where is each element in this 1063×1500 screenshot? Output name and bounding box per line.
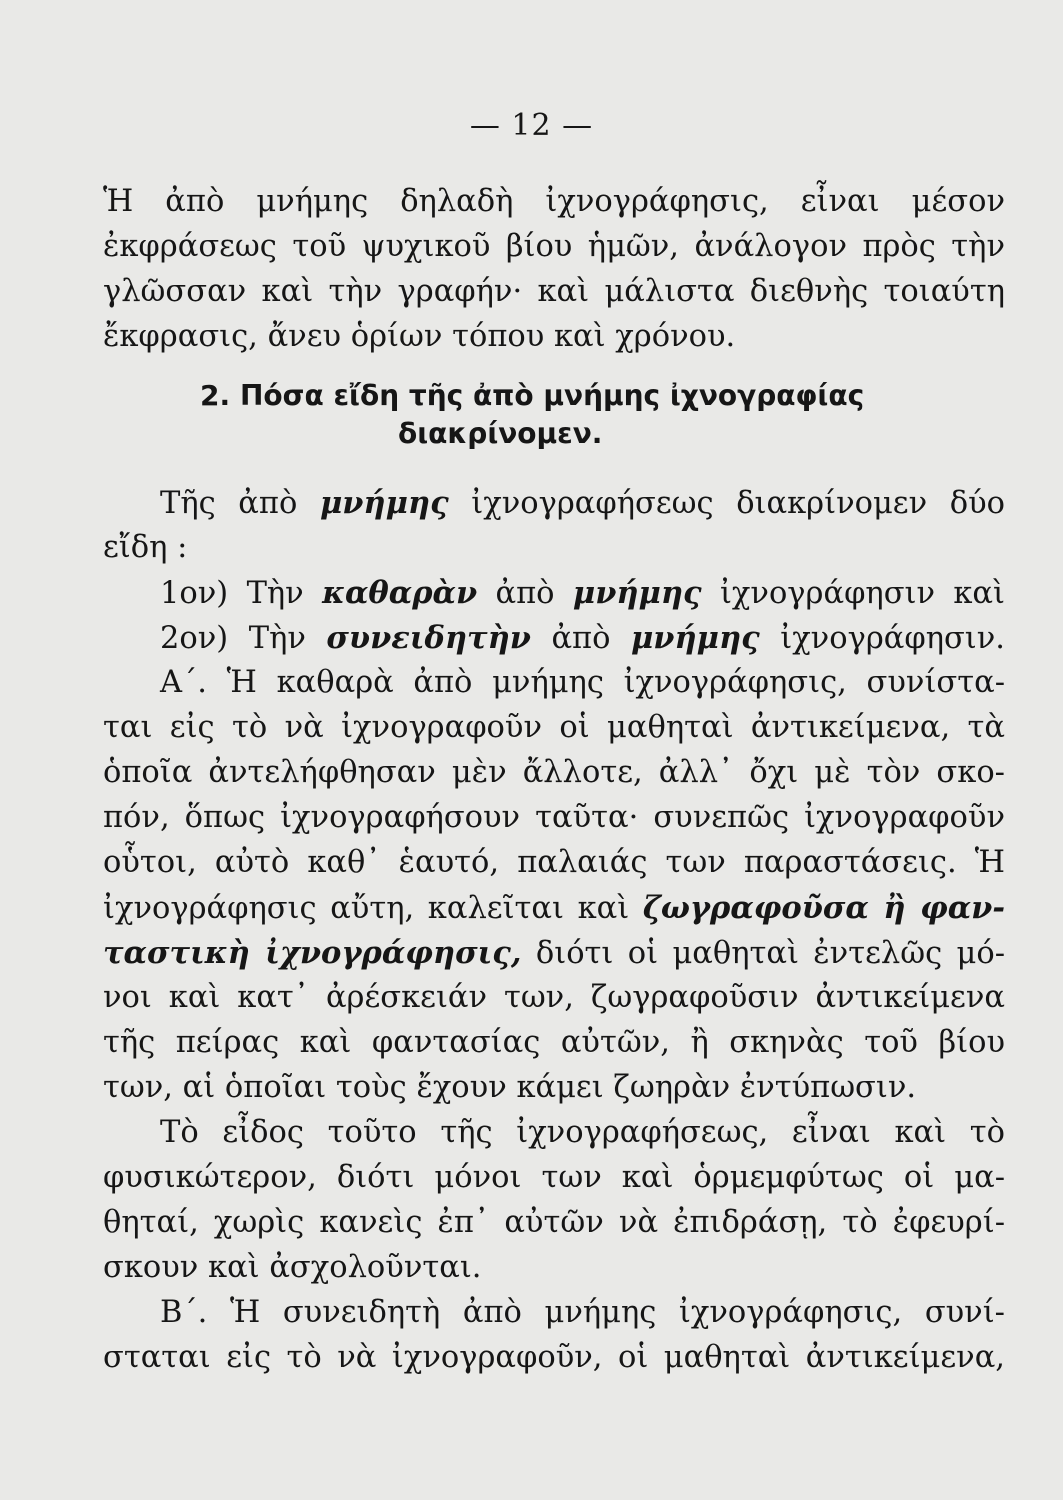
sectionB-line: Β΄. Ἡ συνειδητὴ ἀπὸ μνήμης ἰχνογράφησις, συνί- <box>160 1295 1005 1330</box>
text: διότι οἱ μαθηταὶ ἐντελῶς μό- <box>521 936 1005 971</box>
emphasis: ζωγραφοῦσα ἢ φαν- <box>642 890 1005 926</box>
sectionA-line: των, αἱ ὁποῖαι τοὺς ἔχουν κάμει ζωηρὰν ἐντύπωσιν. <box>103 1070 917 1105</box>
sectionA-line <box>103 888 1005 929</box>
sectionA-line: νοι καὶ κατ᾽ ἀρέσκειάν των, ζωγραφοῦσιν ἀντικείμενα <box>103 980 1005 1015</box>
text: ἰχνογράφησιν. <box>759 621 1005 656</box>
para2-line <box>160 483 1005 524</box>
section-heading-cont: διακρίνομεν. <box>398 417 603 450</box>
para3-line: θηταί, χωρὶς κανεὶς ἐπ᾽ αὐτῶν νὰ ἐπιδράσῃ, τὸ ἐφευρί- <box>103 1205 1005 1240</box>
sectionA-line: Α΄. Ἡ καθαρὰ ἀπὸ μνήμης ἰχνογράφησις, συνίστα- <box>160 665 1005 700</box>
text: 2ον) Τὴν <box>160 621 327 656</box>
sectionB-line: σταται εἰς τὸ νὰ ἰχνογραφοῦν, οἱ μαθηταὶ ἀντικείμενα, <box>103 1340 1005 1375</box>
para2-line: εἴδη : <box>103 530 188 565</box>
para1-line: Ἡ ἀπὸ μνήμης δηλαδὴ ἰχνογράφησις, εἶναι μέσον <box>103 184 1005 219</box>
emphasis: μνήμης <box>630 620 760 656</box>
para1-line: ἔκφρασις, ἄνευ ὁρίων τόπου καὶ χρόνου. <box>103 319 736 354</box>
emphasis: μνήμης <box>572 575 702 611</box>
list-item <box>160 618 1005 659</box>
section-heading: Πόσα εἴδη τῆς ἀπὸ μνήμης ἰχνογραφίας <box>240 379 865 412</box>
para3-line: φυσικώτερον, διότι μόνοι των καὶ ὁρμεμφύτως οἱ μα- <box>103 1160 1005 1195</box>
text: ἰχνογραφήσεως διακρίνομεν δύο <box>448 486 1006 521</box>
sectionA-line: πόν, ὅπως ἰχνογραφήσουν ταῦτα· συνεπῶς ἰχνογραφοῦν <box>103 800 1005 835</box>
text: ἰχνογράφησιν καὶ <box>701 576 1005 611</box>
para1-line: γλῶσσαν καὶ τὴν γραφήν· καὶ μάλιστα διεθνὴς τοιαύτη <box>103 274 1005 309</box>
emphasis: συνειδητὴν <box>326 620 531 656</box>
sectionA-line: ται εἰς τὸ νὰ ἰχνογραφοῦν οἱ μαθηταὶ ἀντικείμενα, τὰ <box>103 710 1005 745</box>
text: 1ον) Τὴν <box>160 576 323 611</box>
text: ἀπὸ <box>477 576 573 611</box>
text: ἀπὸ <box>530 621 631 656</box>
sectionA-line <box>103 933 1005 974</box>
para3-line: σκουν καὶ ἀσχολοῦνται. <box>103 1250 482 1285</box>
sectionA-line: ὁποῖα ἀντελήφθησαν μὲν ἄλλοτε, ἀλλ᾽ ὄχι μὲ τὸν σκο- <box>103 755 1005 790</box>
text: Τῆς ἀπὸ <box>160 486 320 521</box>
para1-line: ἐκφράσεως τοῦ ψυχικοῦ βίου ἡμῶν, ἀνάλογον πρὸς τὴν <box>103 229 1005 264</box>
para3-line: Τὸ εἶδος τοῦτο τῆς ἰχνογραφήσεως, εἶναι καὶ τὸ <box>160 1115 1005 1150</box>
page-number: — 12 — <box>469 108 594 143</box>
emphasis: ταστικὴ ἰχνογράφησις, <box>103 935 522 971</box>
section-heading-number: 2. <box>200 379 231 412</box>
emphasis: μνήμης <box>319 485 449 521</box>
sectionA-line: οὗτοι, αὐτὸ καθ᾽ ἑαυτό, παλαιάς των παραστάσεις. Ἡ <box>103 845 1005 880</box>
sectionA-line: τῆς πείρας καὶ φαντασίας αὐτῶν, ἢ σκηνὰς τοῦ βίου <box>103 1025 1005 1060</box>
list-item <box>160 573 1005 614</box>
text: ἰχνογράφησις αὔτη, καλεῖται καὶ <box>103 891 643 926</box>
emphasis: καθαρὰν <box>322 575 478 611</box>
